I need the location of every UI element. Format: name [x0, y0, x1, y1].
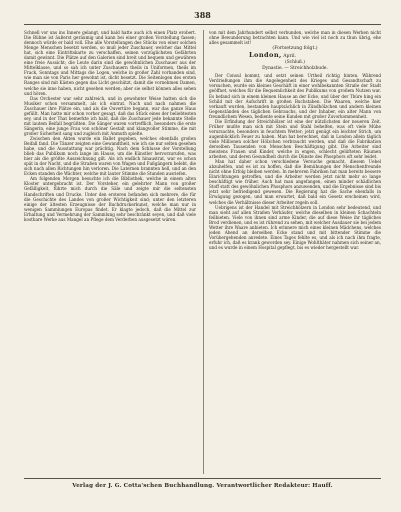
- article-subheading: Dynastie. — Streichholzbude.: [262, 66, 328, 72]
- conclusion-marker: (Schluß.): [285, 60, 305, 66]
- dateline-date: April.: [283, 54, 297, 60]
- left-paragraph-2: Das Orchester war sehr zahlreich, und in gewohnter Weise hatten sich die Musiker schon versammelt, als ich eintrat. Nach und nach nahmen die Zuschauer ihre Plätze ein, und als die Ouvertüre begann, war das ganze Haus gefüllt. Man hatte mir schon vorher gesagt, daß das Stück eines der beliebtesten sey, und in der That bemerkte ich bald, daß die Zuschauer jede bekannte Stelle mit lautem Beifall begrüßten. Die Sänger waren vortrefflich, besonders die erste Sängerin, eine junge Frau von schöner Gestalt und klangvoller Stimme, die mit großer Sicherheit sang und zugleich mit Anmuth spielte.: [24, 95, 196, 136]
- newspaper-page: [24, 10, 381, 506]
- dateline: [209, 53, 381, 59]
- left-paragraph-4: Am folgenden Morgen besuchte ich die Bibliothek, welche in einem alten Kloster untergebracht ist. Der Vorsteher, ein gelehrter Mann von großer Gefälligkeit, führte mich durch die Säle und zeigte mir die seltensten Handschriften und Drucke. Unter den ersteren befanden sich mehrere, die für die Geschichte des Landes von großer Wichtigkeit sind; unter den letzteren einige der ältesten Erzeugnisse der Buchdruckerkunst, welche man nur in wenigen Sammlungen Europas findet. Er klagte jedoch, daß die Mittel zur Erhaltung und Vermehrung der Sammlung sehr beschränkt seyen, und daß viele kostbare Werke aus Mangel an Pflege dem Verderben ausgesetzt wären.: [24, 176, 196, 222]
- right-paragraph-3: Man hat daher schon verschiedene Versuche gemacht, diesem Uebel abzuhelfen, und es ist zu hoffen, daß die Bemühungen der Menschenfreunde nicht ohne Erfolg bleiben werden. In mehreren Fabriken hat man bereits bessere Einrichtungen getroffen, und die Arbeiter werden jetzt nicht mehr so lange beschäftigt wie früher. Auch hat man angefangen, einen minder schädlichen Stoff statt des gewöhnlichen Phosphors anzuwenden, und die Ergebnisse sind bis jetzt sehr befriedigend gewesen. Die Regierung hat die Sache ebenfalls in Erwägung gezogen, und man erwartet, daß bald ein Gesetz erscheinen wird, welches die Verhältnisse dieser Arbeiter regeln soll.: [209, 159, 381, 205]
- left-column: [24, 30, 196, 474]
- right-paragraph-2: Die Erfindung der Streichhölzer ist eine der nützlichsten der neueren Zeit. Früher mußte man sich mit Stein und Stahl behelfen, was oft viele Mühe verursachte, besonders in feuchtem Wetter; jetzt genügt ein leichter Strich, um augenblicklich Feuer zu haben. Man hat berechnet, daß in London allein täglich viele Millionen solcher Hölzchen verbraucht werden, und daß die Fabrikation derselben Tausenden von Menschen Beschäftigung gibt. Die Arbeiter sind meistens Frauen und Kinder, welche in engen, schlecht gelüfteten Räumen arbeiten, und deren Gesundheit durch die Dünste des Phosphors oft sehr leidet.: [209, 118, 381, 160]
- page-number: 388: [194, 10, 211, 20]
- column-separator: [203, 30, 204, 474]
- right-column: [209, 30, 381, 474]
- left-paragraph-3: Zwischen den Akten wurde ein Ballet gegeben, welches ebenfalls großen Beifall fand. Die Tänzer zeigten eine Gewandtheit, wie ich sie nur selten gesehen habe, und die Ausstattung war prächtig. Nach dem Schlusse der Vorstellung blieb das Publikum noch lange im Hause, um die Künstler hervorzurufen, was hier als die größte Auszeichnung gilt. Als ich endlich hinaustrat, war es schon spät in der Nacht, und die Straßen waren von Wagen und Fußgängern belebt, die sich nach allen Richtungen hin verloren. Die Laternen brannten hell, und an den Ecken standen die Wächter, welche mit lauter Stimme die Stunden ausriefen.: [24, 135, 196, 177]
- right-paragraph-4: Uebrigens ist der Handel mit Streichhölzern in London sehr bedeutend, und man sieht auf allen Straßen Verkäufer, welche dieselben in kleinen Schachteln feilbieten. Viele von ihnen sind arme Kinder, die auf diese Weise ihr tägliches Brod verdienen, und es ist rührend zu sehen, mit welcher Ausdauer sie bei jedem Wetter ihre Waare anbieten. Ich erinnere mich eines kleinen Mädchens, welches jeden Abend an derselben Ecke stand und mit bittender Stimme die Vorübergehenden anredete. Eines Tages fehlte es, und als ich nach ihm fragte, erfuhr ich, daß es krank geworden sey. Einige Wohlthäter nahmen sich seiner an, und es wurde in einem Hospital gepflegt, bis es wieder hergestellt war.: [209, 204, 381, 250]
- header-rule: [24, 24, 381, 25]
- footer-rule: [24, 478, 381, 479]
- right-paragraph-1: Der Consul kommt, und setzt seinen Urtheil richtig hinten. Während Verdrießungen ihm die Angelegenheit des Krieges und Gesandtschaft zu versuchen, wurde ein kleines Geschäft in einer wohlbekannten Straße der Stadt geöffnet, welches für die Bequemlichkeit des Publikums von großem Nutzen war. Es befand sich in einem kleinen Hause an der Ecke, und über der Thüre hing ein Schild mit der Aufschrift in großen Buchstaben. Die Waaren, welche hier verkauft wurden, bestanden hauptsächlich in Zündhölzchen und andern kleinen Gegenständen des täglichen Gebrauchs, und der Inhaber, ein alter Mann von freundlichem Wesen, bediente seine Kunden mit großer Zuvorkommenheit.: [209, 73, 381, 119]
- right-paragraph-top: von mit dem Jahrhundert selbst verbunden, welche man in diesen Werken nicht ohne Bewunderung betrachten kann. Und wie viel ist noch zu thun übrig, ehe alles gesammelt ist!: [209, 30, 381, 46]
- continuation-note: (Fortsetzung folgt.): [272, 46, 318, 52]
- left-paragraph-1: Schnell vor uns ins Innere gelangt, und bald hatte auch ich einen Platz erobert. Die Bühne ist äußerst geräumig und kann bei einer großen Vorstellung fassen; dennoch würde er bald voll. Ehe alle Vorstellungen des Stücks von einer solchen Menge Menschen besetzt werden, so muß jeder Zuschauer, welcher das Mittel hat, sich eine Eintrittskarte zu verschaffen, seinen vorzüglichsten Gefährten damit gewinnt. Die Plätze auf den Galerien sind breit und bequem und gewähren eine freie Aussicht; die Leute darin sind die gewöhnlichen Zuschauer aus der Mittelklasse, und so sah ich unter Zuschauern theils in Uniformen, theils im Frack, Sonntags und Mittags die Logen, welche in großer Zahl vorhanden sind, wie man sie von Paris her gewohnt ist, dicht besetzt. Die Seitenlogen des ersten Ranges sind mit Kästen gegen das Licht geschützt, damit die vornehmen Damen, welche sie inne haben, nicht gesehen werden; aber sie selbst können alles sehen und hören.: [24, 30, 196, 96]
- dateline-city: London,: [249, 51, 282, 60]
- publisher-imprint: Verlag der J. G. Cotta'schen Buchhandlung. Verantwortlicher Redakteur: Hauff.: [72, 483, 333, 489]
